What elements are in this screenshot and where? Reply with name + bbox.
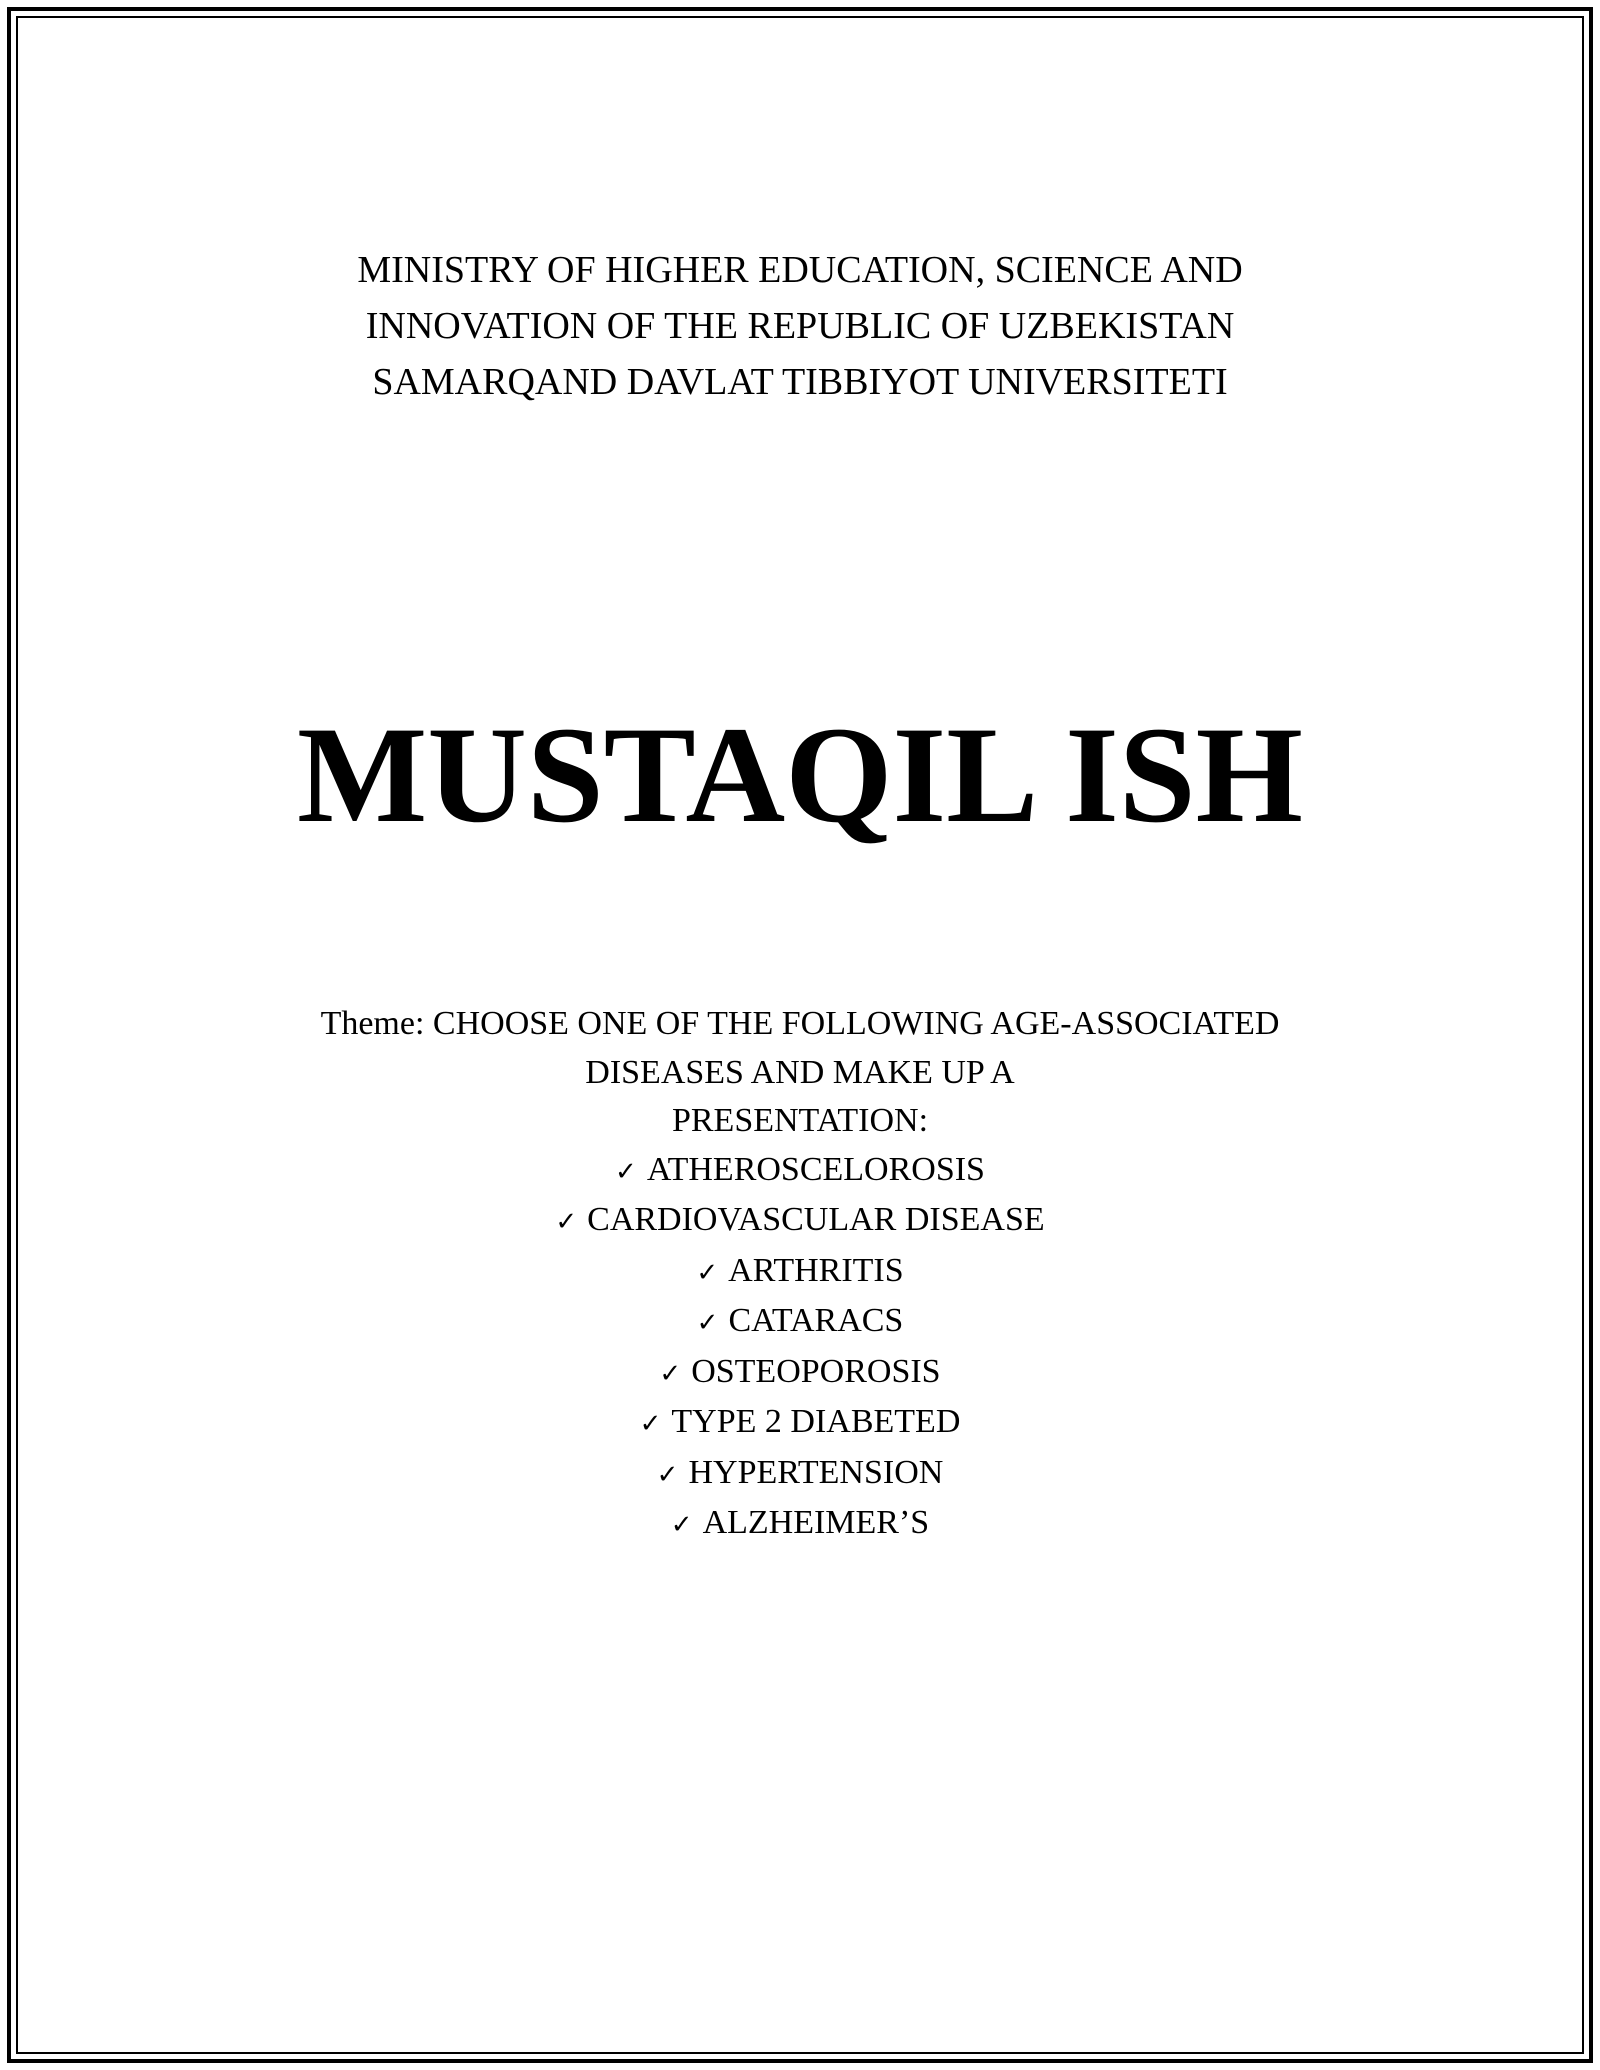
check-mark-icon: ✓ — [639, 1409, 662, 1439]
list-item-label: CATARACS — [728, 1302, 904, 1339]
list-item — [0, 1247, 1600, 1298]
list-item — [0, 1196, 1600, 1247]
institution-header — [0, 242, 1600, 410]
theme-line-1: Theme: CHOOSE ONE OF THE FOLLOWING AGE-ASSOCIATED — [320, 1005, 1280, 1042]
header-line-university: SAMARQAND DAVLAT TIBBIYOT UNIVERSITETI — [372, 361, 1228, 403]
list-item-label: TYPE 2 DIABETED — [671, 1403, 961, 1440]
list-item — [0, 1449, 1600, 1500]
check-mark-icon: ✓ — [696, 1308, 719, 1338]
list-item — [0, 1297, 1600, 1348]
header-line-republic: INNOVATION OF THE REPUBLIC OF UZBEKISTAN — [365, 305, 1235, 347]
list-item-label: ARTHRITIS — [728, 1251, 904, 1289]
disease-list — [0, 1146, 1600, 1550]
list-item-label: OSTEOPOROSIS — [691, 1352, 941, 1390]
list-item — [0, 1146, 1600, 1197]
list-item-label: ALZHEIMER’S — [702, 1504, 930, 1541]
check-mark-icon: ✓ — [659, 1358, 682, 1389]
check-mark-icon: ✓ — [696, 1257, 719, 1288]
list-item-label: ATHEROSCELOROSIS — [646, 1150, 985, 1188]
theme-section — [0, 1000, 1600, 1550]
check-mark-icon: ✓ — [670, 1510, 693, 1540]
list-item-label: HYPERTENSION — [688, 1453, 944, 1491]
list-item — [0, 1398, 1600, 1449]
header-line-ministry: MINISTRY OF HIGHER EDUCATION, SCIENCE AND — [357, 249, 1243, 291]
list-item — [0, 1348, 1600, 1399]
check-mark-icon: ✓ — [615, 1156, 637, 1187]
list-item-label: CARDIOVASCULAR DISEASE — [587, 1201, 1045, 1238]
check-mark-icon: ✓ — [555, 1207, 578, 1237]
document-title: MUSTAQIL ISH — [297, 698, 1303, 851]
check-mark-icon: ✓ — [656, 1459, 679, 1490]
theme-line-3: PRESENTATION: — [671, 1102, 929, 1139]
list-item — [0, 1499, 1600, 1550]
theme-line-2: DISEASES AND MAKE UP A — [585, 1053, 1015, 1091]
